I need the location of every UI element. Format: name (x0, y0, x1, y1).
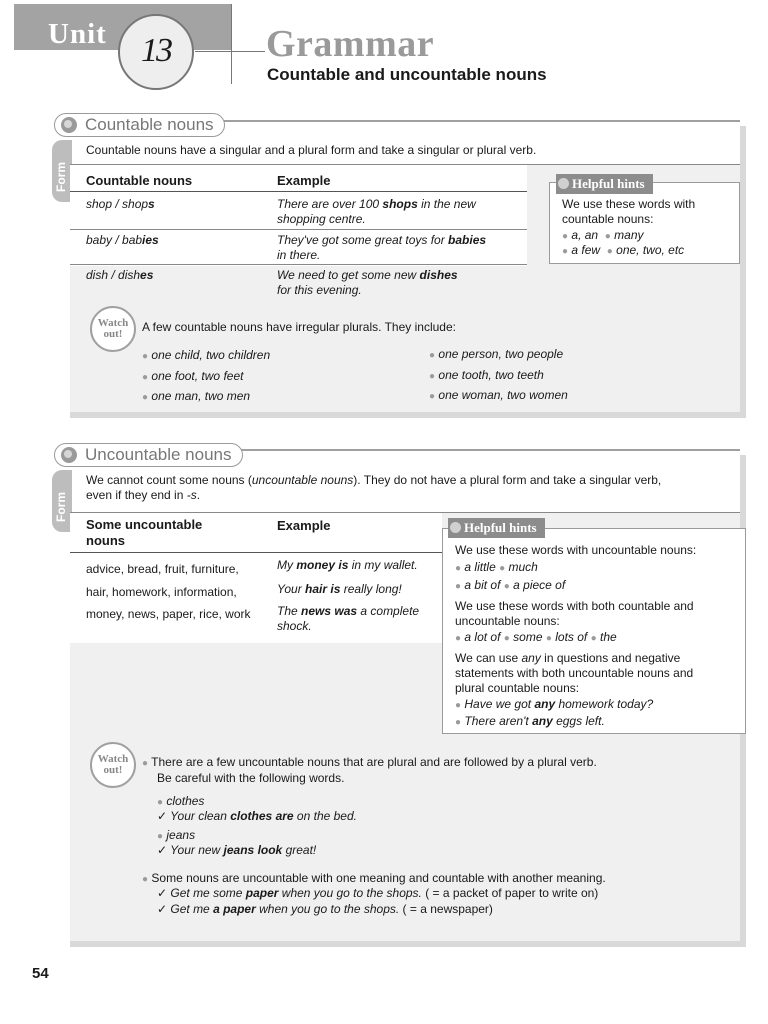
hint-text: We use these words with uncountable nouns: (455, 543, 697, 557)
hint-text: We use these words with both countable and uncountable nouns: (455, 599, 694, 628)
example-clothes: ✓ Your clean clothes are on the bed. (157, 809, 357, 823)
watch-out-point-1: ● There are a few uncountable nouns that are plural and are followed by a plural verb. Be careful with the following words. (142, 755, 597, 785)
page-subtitle: Countable and uncountable nouns (267, 65, 547, 84)
helpful-hints-title: Helpful hints (556, 174, 653, 194)
table-cell-noun: dish / dishes (86, 268, 154, 282)
watch-out-badge: Watch out! (90, 742, 136, 788)
col-header-some-uncountable-nouns: Some uncountable nouns (86, 517, 203, 548)
irregular-plurals-right: ● one person, two people ● one tooth, two teeth ● one woman, two women (429, 347, 568, 402)
table-cell-example: There are over 100 shops in the new shopping centre. (277, 197, 476, 226)
hint-bullets: ● a bit of ● a piece of (455, 578, 566, 592)
row-divider (70, 552, 442, 553)
table-cell-noun: shop / shops (86, 197, 155, 211)
hint-example: ● Have we got any homework today? (455, 697, 654, 711)
section-bullet-icon (61, 447, 77, 463)
watch-out-intro: A few countable nouns have irregular plurals. They include: (142, 320, 456, 334)
section-bullet-icon (61, 117, 77, 133)
page-title: Grammar (266, 23, 435, 65)
hint-example: ● There aren't any eggs left. (455, 714, 605, 728)
example-jeans: ✓ Your new jeans look great! (157, 843, 317, 857)
unit-number: 13 (141, 32, 171, 69)
form-tab-label: Form (54, 162, 68, 192)
page-number: 54 (32, 965, 49, 982)
hint-text: We use these words with countable nouns: (562, 197, 696, 226)
watch-out-badge: Watch out! (90, 306, 136, 352)
table-cell-noun: baby / babies (86, 233, 159, 247)
unit-number-badge (118, 14, 194, 90)
watch-out-point-2: ● Some nouns are uncountable with one meaning and countable with another meaning. (142, 871, 606, 885)
irregular-plurals-left: ● one child, two children ● one foot, two feet ● one man, two men (142, 348, 271, 403)
hint-bullet-icon (558, 178, 569, 189)
countable-intro: Countable nouns have a singular and a plural form and take a singular or plural verb. (86, 143, 537, 157)
row-divider (70, 264, 527, 265)
unit-label: Unit (48, 18, 107, 50)
uncountable-noun-list: advice, bread, fruit, furniture, hair, homework, information, money, news, paper, rice, work (86, 562, 251, 621)
plural-word-clothes: ● clothes (157, 794, 205, 808)
example-paper: ✓ Get me some paper when you go to the shops. ( = a packet of paper to write on) (157, 886, 599, 900)
example-a-paper: ✓ Get me a paper when you go to the shops. ( = a newspaper) (157, 902, 493, 916)
header-divider (231, 4, 232, 84)
col-header-countable-nouns: Countable nouns (86, 173, 193, 188)
col-header-example: Example (277, 518, 331, 533)
plural-word-jeans: ● jeans (157, 828, 196, 842)
table-cell-example: The news was a complete shock. (277, 604, 420, 633)
col-header-example: Example (277, 173, 331, 188)
table-cell-example: My money is in my wallet. (277, 558, 418, 572)
hint-bullets: ● a lot of ● some ● lots of ● the (455, 630, 617, 644)
hint-bullets: ● a few ● one, two, etc (562, 243, 685, 257)
countable-section-heading: Countable nouns (54, 113, 225, 137)
helpful-hints-title: Helpful hints (448, 518, 545, 538)
hint-text: We can use any in questions and negative statements with both uncountable nouns and plural countable nouns: (455, 651, 694, 695)
table-cell-example: Your hair is really long! (277, 582, 402, 596)
hint-bullets: ● a, an ● many (562, 228, 644, 242)
countable-form-tab (52, 140, 72, 202)
hint-bullets: ● a little ● much (455, 560, 538, 574)
uncountable-section-heading: Uncountable nouns (54, 443, 243, 467)
row-divider (70, 229, 527, 230)
table-cell-example: We need to get some new dishes for this evening. (277, 268, 458, 297)
uncountable-form-tab (52, 470, 72, 532)
uncountable-intro: We cannot count some nouns (uncountable nouns). They do not have a plural form and take a singular verb, even if they end in -s. (86, 473, 662, 502)
row-divider (70, 191, 527, 192)
header-rule (195, 51, 265, 52)
hint-bullet-icon (450, 522, 461, 533)
form-tab-label: Form (54, 492, 68, 522)
table-cell-example: They've got some great toys for babies in there. (277, 233, 487, 262)
